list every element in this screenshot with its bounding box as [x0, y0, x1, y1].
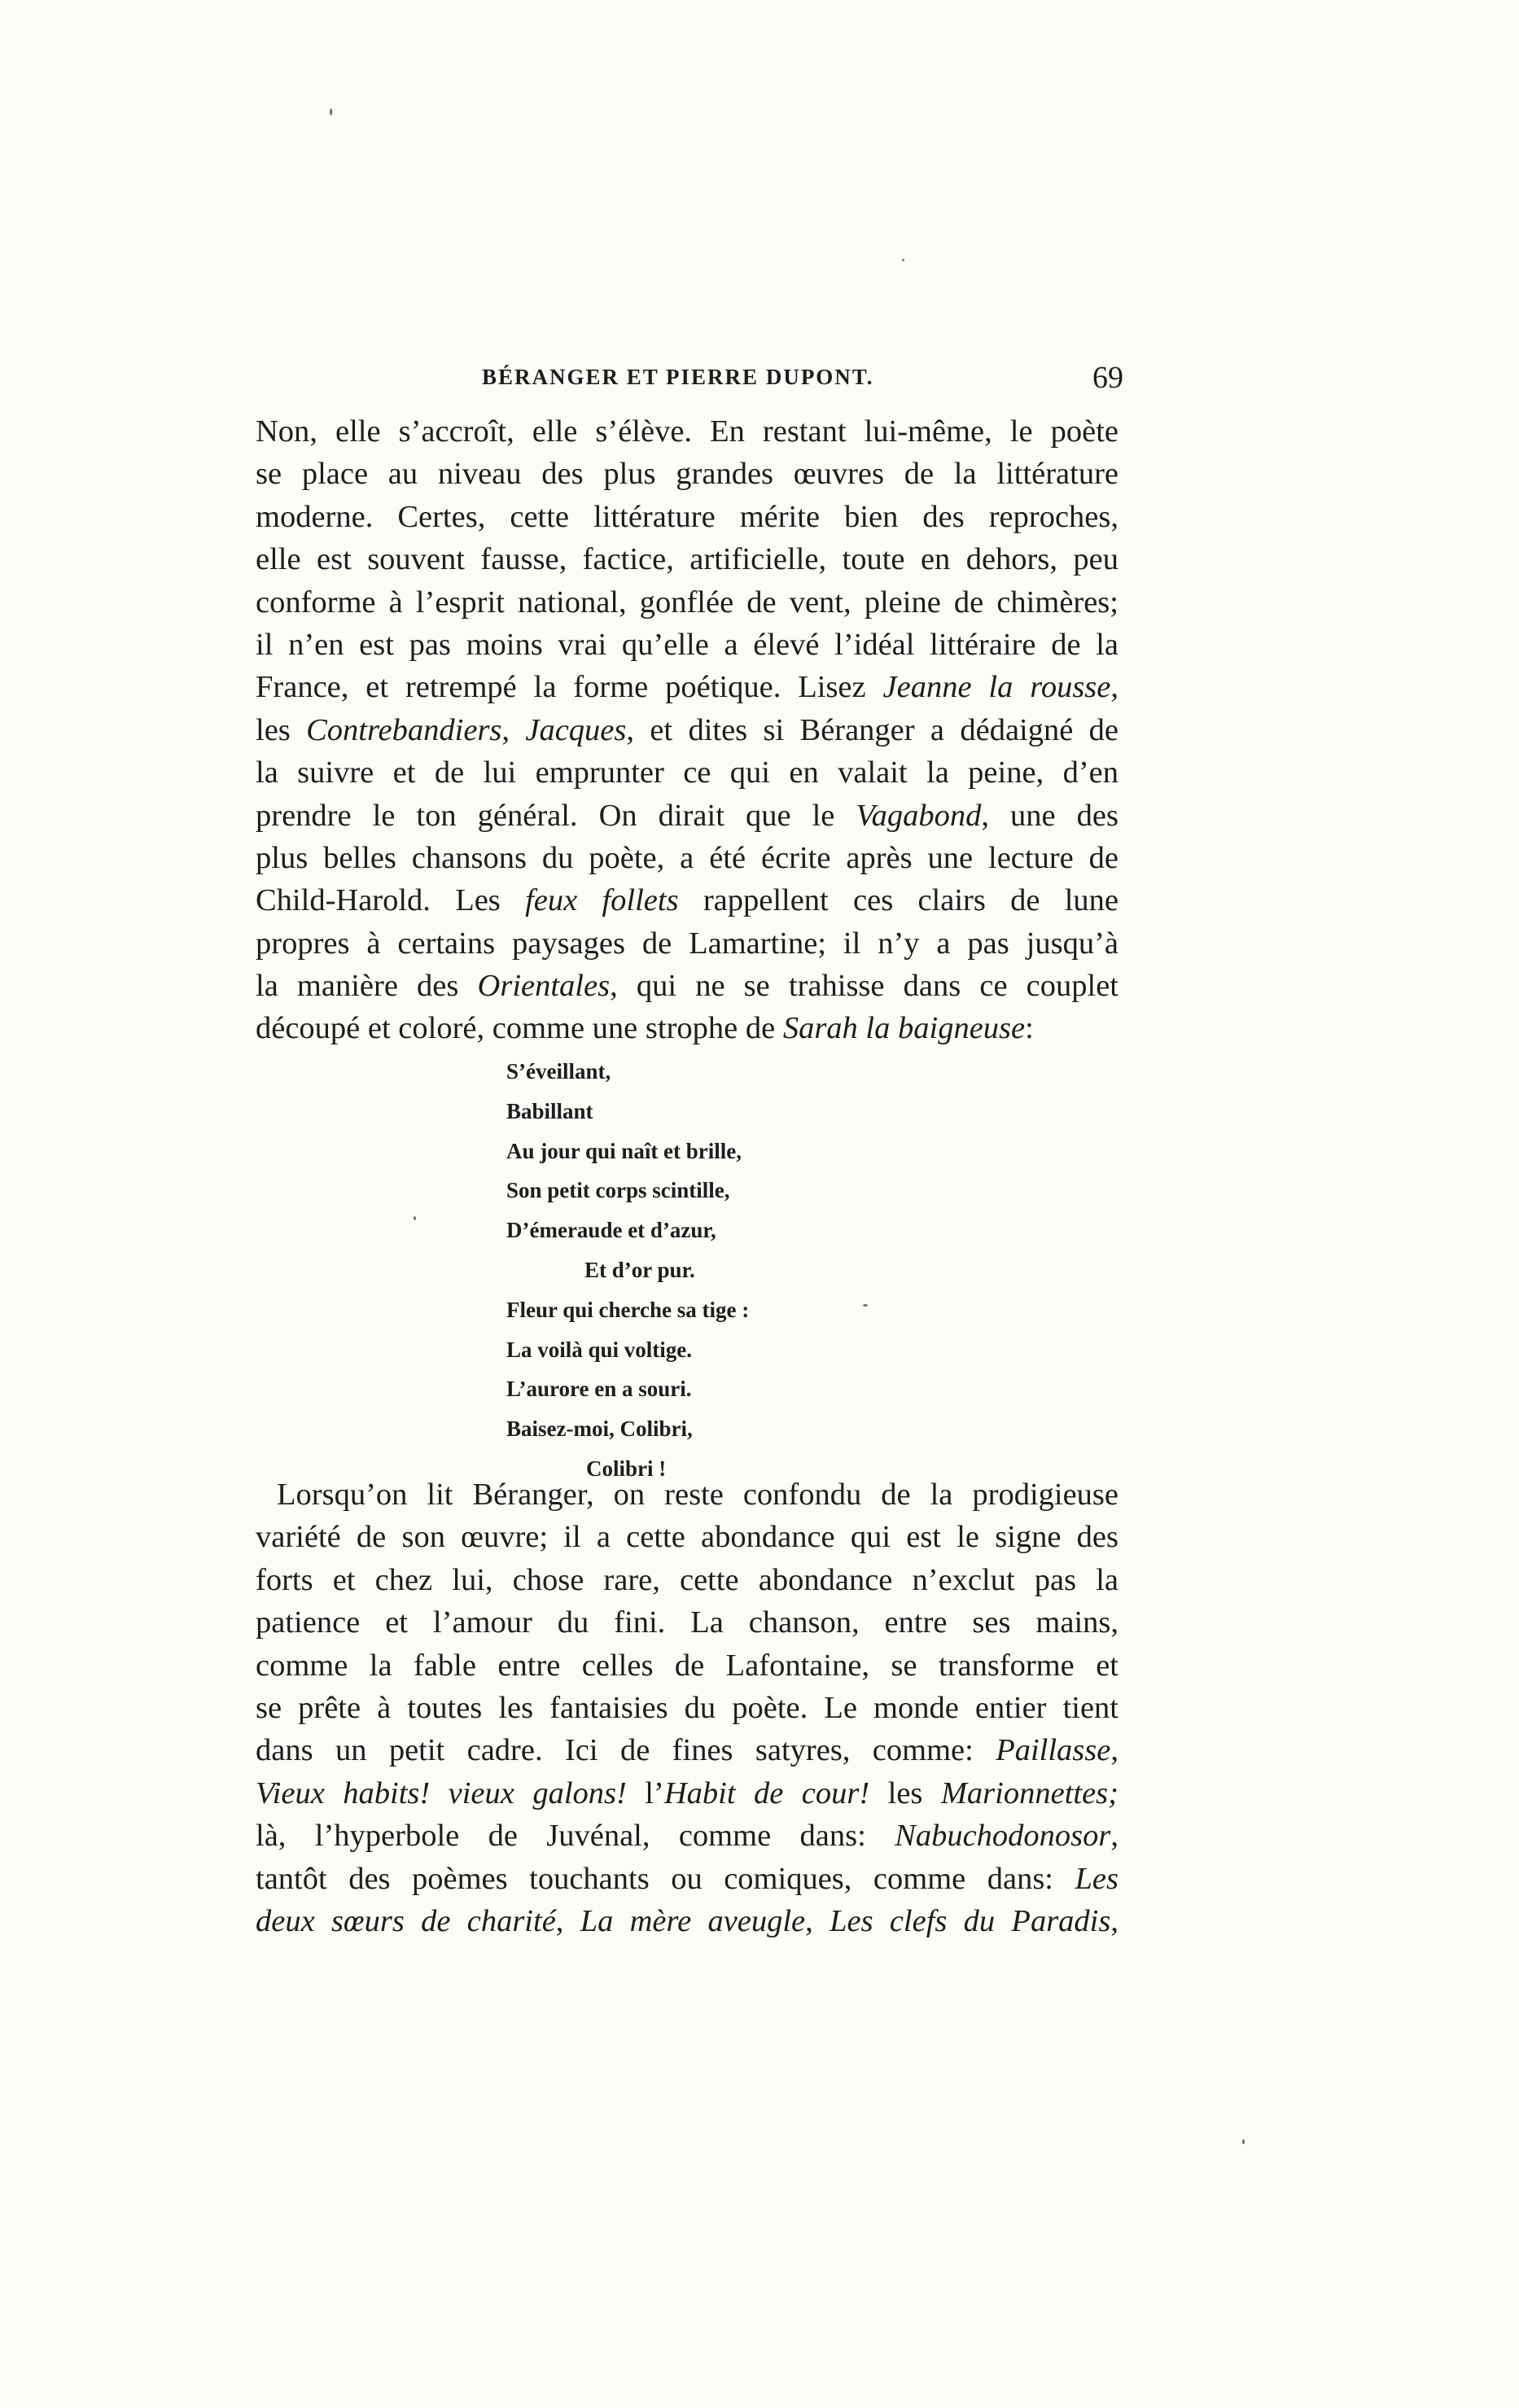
text-line: plus belles chansons du poète, a été écrite après une lecture de	[256, 840, 1118, 875]
text-line: il n’en est pas moins vrai qu’elle a élevé l’idéal littéraire de la	[256, 627, 1118, 662]
title-italic: La mère aveugle	[580, 1903, 806, 1938]
poem-verse: Et d’or pur.	[584, 1257, 695, 1282]
title-italic: Habit de cour!	[663, 1775, 870, 1810]
running-title: BÉRANGER ET PIERRE DUPONT.	[482, 365, 874, 389]
poem-stanza	[506, 1052, 749, 1489]
paragraph-1	[256, 410, 1118, 1050]
title-italic: Les clefs du Paradis	[830, 1903, 1111, 1938]
poem-verse: Fleur qui cherche sa tige :	[506, 1297, 750, 1322]
text-run: ,	[1110, 1903, 1118, 1938]
poem-verse: La voilà qui voltige.	[506, 1337, 693, 1362]
text-run: tantôt des poèmes touchants ou comiques, comme dans:	[256, 1861, 1075, 1896]
title-italic: Jacques	[525, 712, 627, 747]
text-line: se place au niveau des plus grandes œuvres de la littérature	[256, 457, 1118, 492]
title-italic: Jeanne la rousse	[882, 670, 1111, 705]
text-line: variété de son œuvre; il a cette abondance qui est le signe des	[256, 1520, 1118, 1555]
paper-speck	[902, 259, 904, 261]
text-run: Child-Harold. Les	[256, 883, 526, 918]
poem-verse: Son petit corps scintille,	[506, 1178, 730, 1203]
text-run: , et dites si Béranger a dédaigné de	[626, 712, 1118, 747]
title-italic: Vieux habits! vieux galons!	[256, 1775, 646, 1810]
text-line	[256, 1858, 1118, 1900]
page-header	[252, 360, 1123, 405]
title-italic: Orientales	[477, 969, 611, 1004]
paper-speck	[1242, 2139, 1245, 2144]
text-line: conforme à l’esprit national, gonflée de vent, pleine de chimères;	[256, 584, 1118, 620]
text-run: les	[869, 1775, 941, 1810]
text-line: propres à certains paysages de Lamartine; il n’y a pas jusqu’à	[256, 926, 1118, 961]
title-italic: Marionnettes;	[940, 1775, 1118, 1810]
text-run: ,	[555, 1903, 580, 1938]
title-italic: Les	[1075, 1861, 1118, 1896]
poem-verse: L’aurore en a souri.	[506, 1377, 692, 1402]
text-run: , qui ne se trahisse dans ce couplet	[610, 969, 1118, 1004]
text-line	[256, 1900, 1118, 1942]
text-run: là, l’hyperbole de Juvénal, comme dans:	[256, 1819, 895, 1854]
text-line	[256, 1729, 1118, 1771]
poem-verse: Au jour qui naît et brille,	[506, 1138, 742, 1163]
text-run: dans un petit cadre. Ici de fines satyres, comme:	[256, 1733, 996, 1768]
text-line: moderne. Certes, cette littérature mérite bien des reproches,	[256, 499, 1118, 534]
text-line	[256, 1772, 1118, 1815]
text-line	[256, 709, 1118, 751]
text-run: France, et retrempé la forme poétique. Lisez	[256, 670, 883, 705]
text-run: découpé et coloré, comme une strophe de	[256, 1011, 783, 1046]
title-italic: Vagabond	[856, 798, 982, 833]
paper-speck	[414, 1216, 416, 1220]
text-line: se prête à toutes les fantaisies du poète. Le monde entier tient	[256, 1690, 1118, 1725]
paper-speck	[330, 108, 332, 116]
paragraph-2	[256, 1473, 1118, 1942]
text-run: :	[1025, 1011, 1034, 1046]
title-italic: Contrebandiers	[306, 712, 502, 747]
text-line: forts et chez lui, chose rare, cette abondance n’exclut pas la	[256, 1562, 1118, 1597]
text-run: prendre le ton général. On dirait que le	[256, 798, 856, 833]
paper-speck	[863, 1304, 868, 1307]
text-line: comme la fable entre celles de Lafontaine, se transforme et	[256, 1648, 1118, 1683]
text-line	[256, 879, 1118, 922]
title-italic: Sarah la baigneuse	[782, 1011, 1026, 1046]
text-line: elle est souvent fausse, factice, artificielle, toute en dehors, peu	[256, 542, 1118, 577]
poem-verse: Babillant	[506, 1098, 593, 1123]
text-line: Lorsqu’on lit Béranger, on reste confondu de la prodigieuse	[277, 1478, 1118, 1512]
text-run: ,	[1110, 670, 1119, 705]
text-run: ,	[1110, 1733, 1118, 1768]
title-italic: feux follets	[525, 883, 679, 918]
poem-verse: Baisez-moi, Colibri,	[506, 1416, 693, 1442]
text-run: rappellent ces clairs de lune	[678, 883, 1118, 918]
text-line: la suivre et de lui emprunter ce qui en valait la peine, d’en	[256, 755, 1118, 790]
text-run: , une des	[981, 798, 1118, 833]
text-line: Non, elle s’accroît, elle s’élève. En restant lui-même, le poète	[256, 414, 1118, 449]
poem-verse: S’éveillant,	[506, 1059, 611, 1084]
text-run: ,	[501, 712, 526, 747]
title-italic: deux sœurs de charité	[256, 1903, 556, 1938]
text-line	[256, 795, 1118, 837]
page-number: 69	[1092, 361, 1123, 395]
text-run: l’	[645, 1775, 664, 1810]
text-line	[256, 666, 1118, 708]
text-line	[256, 965, 1118, 1007]
text-run: ,	[1110, 1819, 1118, 1854]
title-italic: Nabuchodonosor	[895, 1819, 1111, 1854]
text-run: la manière des	[256, 969, 478, 1004]
text-line	[256, 1007, 1118, 1049]
text-run: ,	[805, 1903, 830, 1938]
text-line: patience et l’amour du fini. La chanson, entre ses mains,	[256, 1605, 1118, 1640]
text-line	[256, 1815, 1118, 1857]
title-italic: Paillasse	[996, 1733, 1111, 1768]
poem-verse: Colibri !	[586, 1456, 667, 1481]
text-run: les	[256, 712, 307, 747]
poem-verse: D’émeraude et d’azur,	[506, 1218, 716, 1243]
